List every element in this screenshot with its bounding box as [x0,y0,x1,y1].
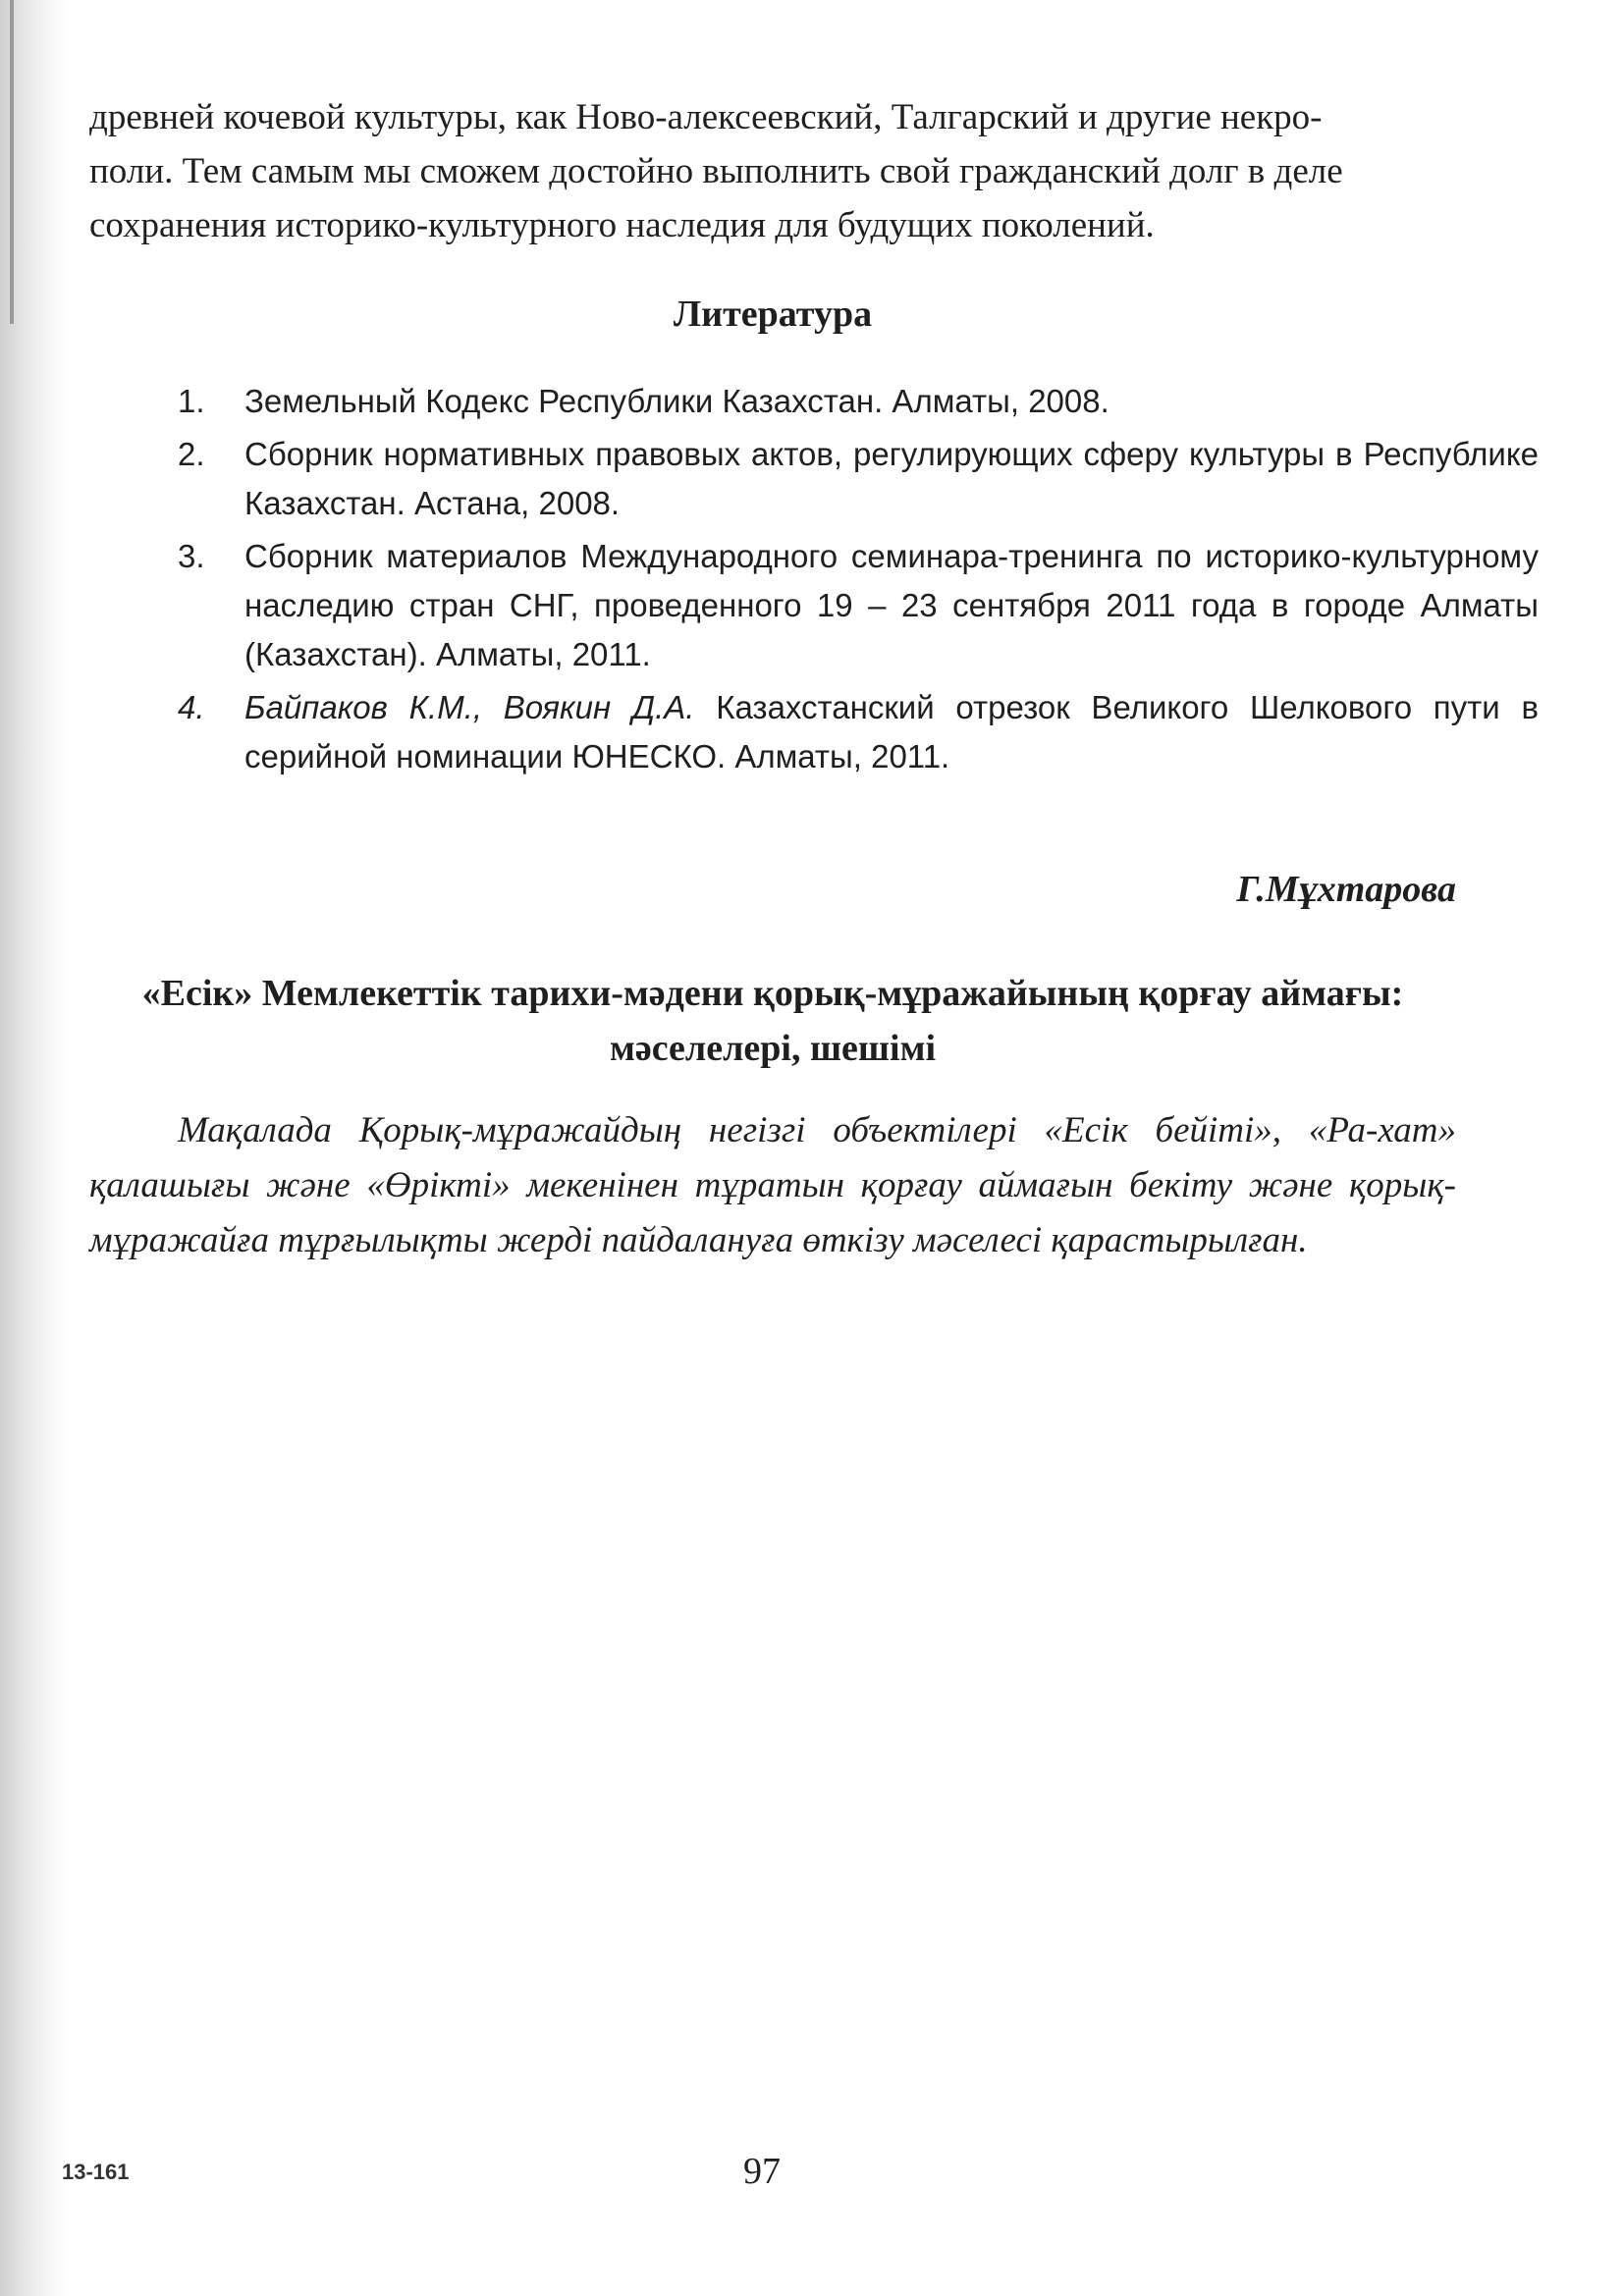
reference-text: Сборник нормативных правовых актов, регулирующих сферу культуры в Республике Казахстан. Астана, 2008. [244,436,1539,521]
reference-text: Казахстанский отрезок Великого Шелкового пути в серийной номинации ЮНЕСКО. Алматы, 2011. [244,689,1539,774]
article-author: Г.Мұхтарова [1236,869,1456,910]
page-binding-shadow [0,0,69,2296]
reference-authors: Байпаков К.М., Воякин Д.А. [244,689,695,725]
reference-number: 4. [178,689,205,725]
body-line-3: сохранения историко-культурного наследия для будущих поколений. [89,205,1155,245]
reference-list [178,377,1539,785]
reference-number: 2. [178,436,205,472]
body-line-1: древней кочевой культуры, как Ново-алексеевский, Талгарский и другие некро- [89,97,1323,137]
body-line-2: поли. Тем самым мы сможем достойно выполнить свой гражданский долг в деле [89,151,1343,191]
reference-number: 1. [178,383,205,419]
reference-item [178,532,1539,679]
reference-item [178,683,1539,781]
article-title [89,966,1456,1076]
literature-heading: Литература [673,294,873,335]
reference-number: 3. [178,538,205,574]
body-paragraph [89,90,1456,252]
reference-item [178,377,1539,426]
article-abstract: Мақалада Қорық-мұражайдың негізгі объектілері «Есік бейіті», «Ра-хат» қалашығы және «Өрікті» мекенінен тұратын қорғау аймағын бекіту және қорық-мұражайға тұрғылықты жерді пайдалануға өткізу мәселесі қарастырылған. [89,1110,1456,1260]
print-signature-code: 13-161 [62,2160,130,2184]
reference-text: Сборник материалов Международного семинара-тренинга по историко-культурному наследию стран СНГ, проведенного 19 – 23 сентября 2011 года в городе Алматы (Казахстан). Алматы, 2011. [244,538,1539,672]
article-title-line-1: «Есік» Мемлекеттік тарихи-мәдени қорық-мұражайының қорғау аймағы: [141,973,1404,1014]
reference-text: Земельный Кодекс Республики Казахстан. Алматы, 2008. [244,383,1109,419]
page-number: 97 [743,2151,781,2192]
reference-item [178,430,1539,528]
article-title-line-2: мәселелері, шешімі [609,1028,937,1069]
page-binding-line [10,0,14,324]
page-content [89,90,1539,1260]
